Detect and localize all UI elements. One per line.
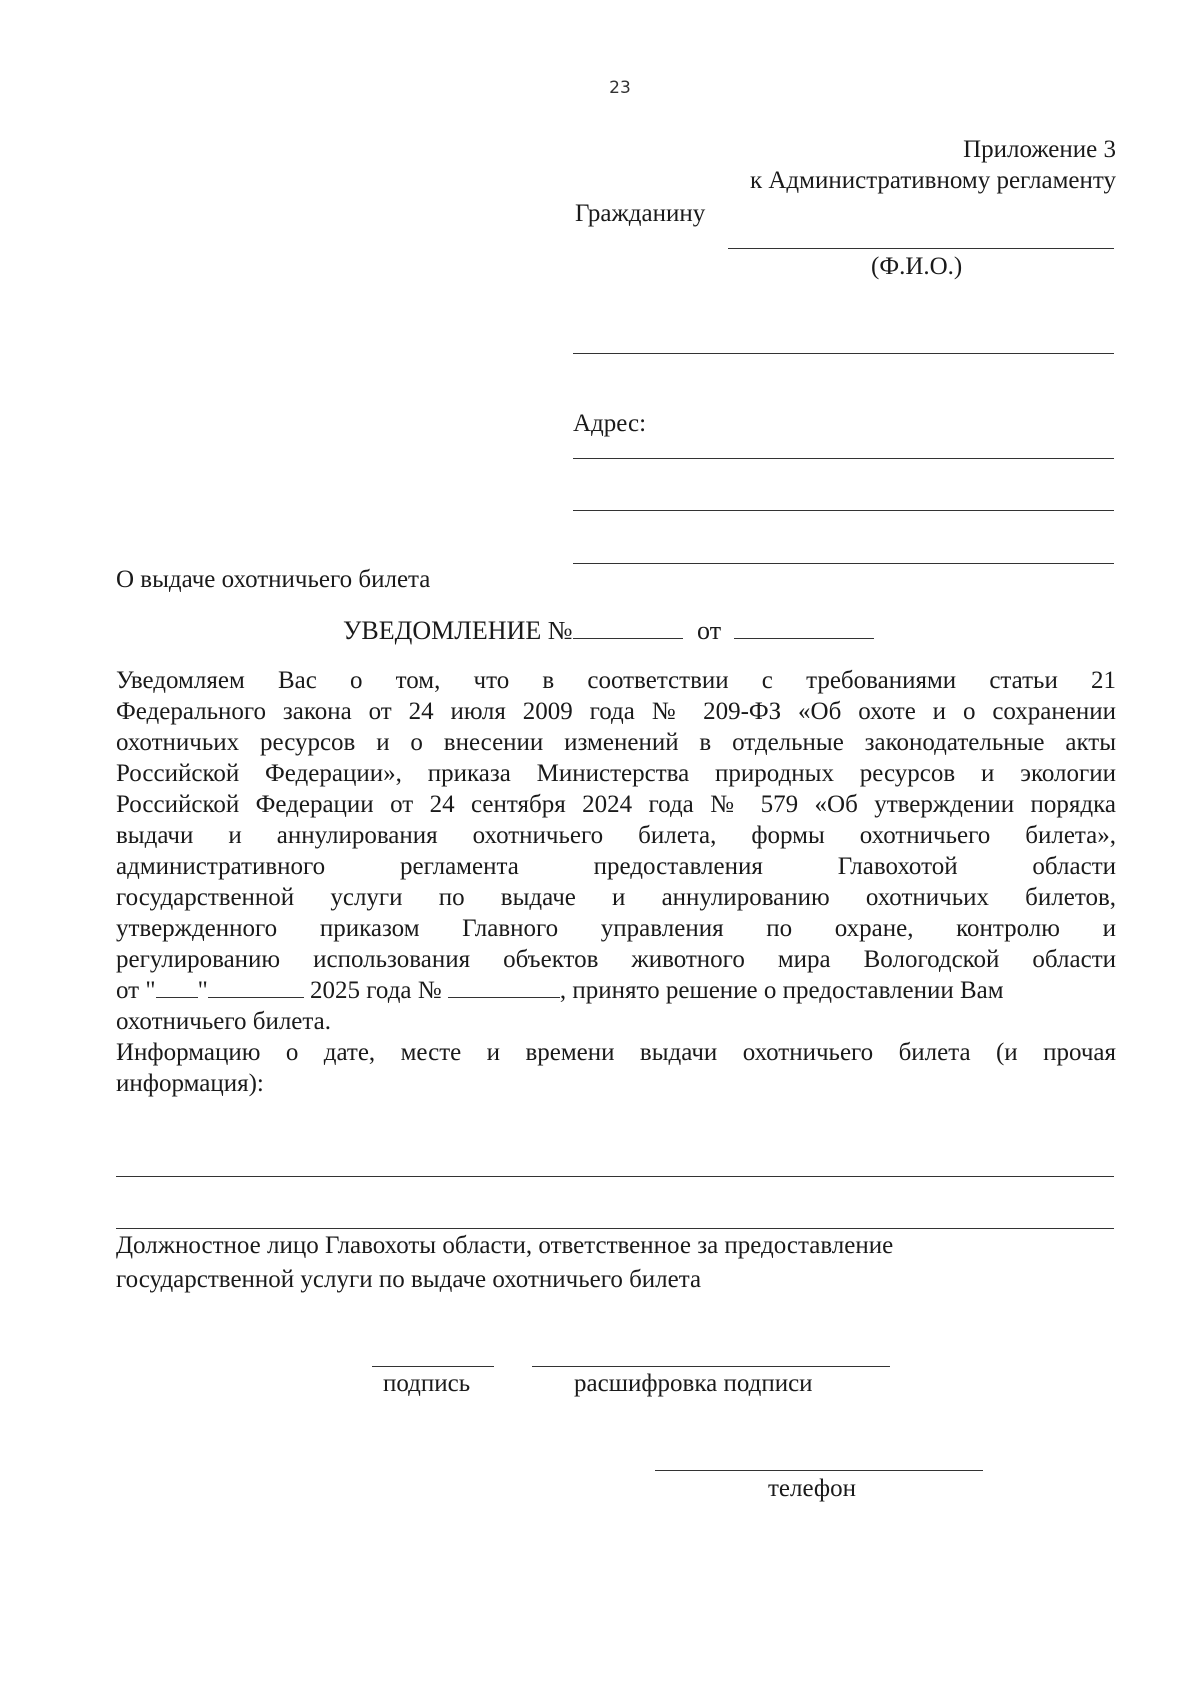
official-line-2: государственной услуги по выдаче охотничьего билета [116,1266,702,1293]
order-day-blank [156,977,198,998]
regulation-label: к Административному регламенту [749,167,1116,194]
order-quote: " [197,977,208,1004]
signature-caption: подпись [383,1370,471,1397]
body-line: Российской Федерации», приказа Министерства природных ресурсов и экологии [116,760,1116,787]
notice-title: УВЕДОМЛЕНИЕ № [343,616,573,645]
order-year: 2025 года № [303,977,448,1004]
info-line-2 [116,1228,1114,1229]
fio-caption: (Ф.И.О.) [871,253,963,280]
subject-line: О выдаче охотничьего билета [116,566,431,593]
address-line-3 [573,563,1114,564]
notice-body [116,665,1116,1099]
body-line: Информацию о дате, месте и времени выдачи охотничьего билета (и прочая [116,1039,1116,1066]
notice-from: от [697,616,722,645]
address-line-2 [573,510,1114,511]
notice-title-row [343,616,874,646]
phone-line [655,1470,983,1471]
phone-caption: телефон [768,1475,856,1502]
body-line: Федерального закона от 24 июля 2009 года № 209-ФЗ «Об охоте и о сохранении [116,698,1116,725]
body-line: охотничьих ресурсов и о внесении изменений в отдельные законодательные акты [116,729,1116,756]
signature-decode-line [532,1366,890,1367]
recipient-label: Гражданину [575,200,706,227]
address-line-1 [573,458,1114,459]
body-line: Российской Федерации от 24 сентября 2024 года № 579 «Об утверждении порядка [116,791,1116,818]
order-number-blank [448,977,560,998]
order-month-blank [208,977,304,998]
signature-line [372,1366,494,1367]
address-label: Адрес: [573,410,647,437]
notice-date-blank [734,618,874,639]
page-number: 23 [609,78,631,98]
notice-number-blank [573,618,683,639]
body-line: Уведомляем Вас о том, что в соответствии с требованиями статьи 21 [116,667,1116,694]
body-line: регулированию использования объектов животного мира Вологодской области [116,946,1116,973]
order-decision: , принято решение о предоставлении Вам [559,977,1004,1004]
order-date-prefix: от " [116,977,156,1004]
fio-line [728,248,1114,249]
body-line: информация): [116,1070,264,1097]
body-line: утвержденного приказом Главного управления по охране, контролю и [116,915,1116,942]
signature-decode-caption: расшифровка подписи [574,1370,813,1397]
body-line: выдачи и аннулирования охотничьего билета, формы охотничьего билета», [116,822,1116,849]
info-line-1 [116,1176,1114,1177]
body-line: охотничьего билета. [116,1008,331,1035]
appendix-label: Приложение 3 [963,136,1116,163]
recipient-line-2 [573,353,1114,354]
body-line-order-date [116,975,1116,1006]
official-line-1: Должностное лицо Главохоты области, ответственное за предоставление [116,1232,894,1259]
body-line: административного регламента предоставления Главохотой области [116,853,1116,880]
body-line: государственной услуги по выдаче и аннулированию охотничьих билетов, [116,884,1116,911]
